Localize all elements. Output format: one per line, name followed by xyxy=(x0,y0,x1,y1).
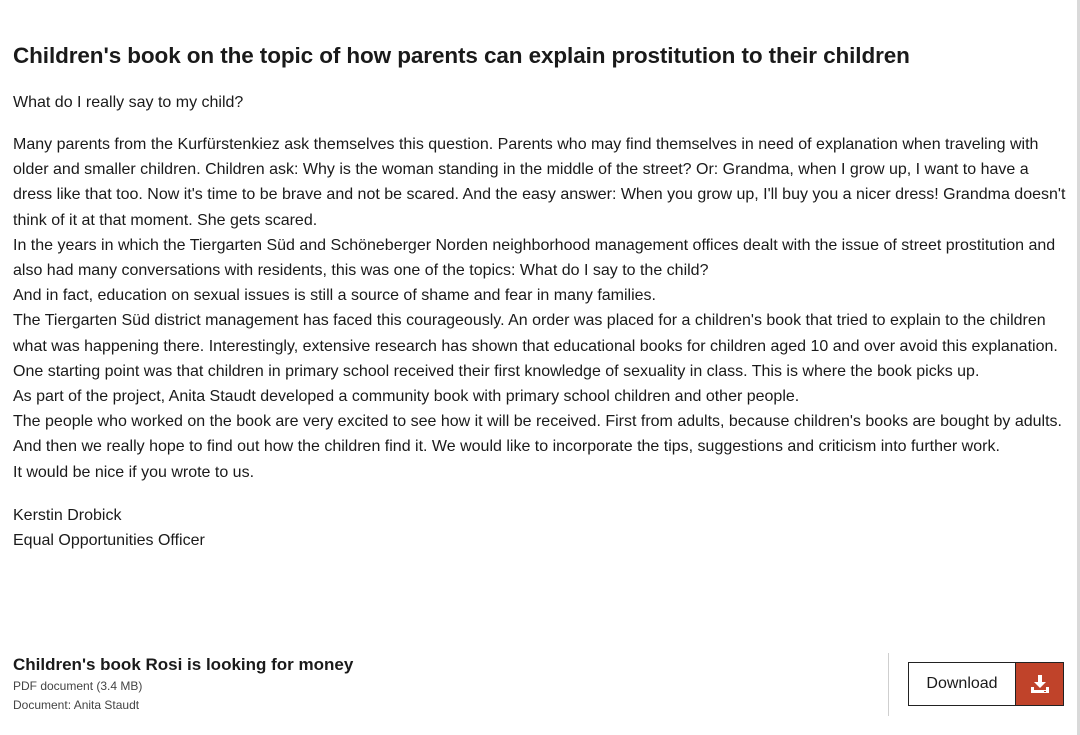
paragraph: Many parents from the Kurfürstenkiez ask themselves this question. Parents who may find themselves in need of explanation when traveling with older and smaller children. Children ask: Why is the woman standing in the middle of the street? Or: Grandma, when I grow up, I want to have a dress like that too. Now it's time to be brave and not be scared. And the easy answer: When you grow up, I'll buy you a nicer dress! Grandma doesn't think of it at that moment. She gets scared. xyxy=(13,136,1066,229)
intro-question: What do I really say to my child? xyxy=(13,94,244,111)
divider xyxy=(888,653,889,716)
download-button[interactable] xyxy=(908,662,1064,706)
download-box xyxy=(13,653,1065,716)
paragraph: As part of the project, Anita Staudt developed a community book with primary school children and other people. xyxy=(13,388,800,406)
document-author: Document: Anita Staudt xyxy=(13,698,140,712)
paragraph: The people who worked on the book are very excited to see how it will be received. First from adults, because children's books are bought by adults. And then we really hope to find out how the children find it. We would like to incorporate the tips, suggestions and criticism into further work. xyxy=(13,413,1062,456)
paragraph: The Tiergarten Süd district management has faced this courageously. An order was placed for a children's book that tried to explain to the children what was happening there. Interestingly, extensive research has shown that educational books for children aged 10 and over avoid this explanation. xyxy=(13,312,1058,355)
paragraph: It would be nice if you wrote to us. xyxy=(13,463,255,481)
signature xyxy=(13,503,1068,553)
article xyxy=(13,40,1068,553)
document-title: Children's book Rosi is looking for money xyxy=(13,655,354,674)
document-info xyxy=(13,653,353,715)
page-title: Children's book on the topic of how parents can explain prostitution to their children xyxy=(13,43,910,68)
article-body xyxy=(13,132,1068,485)
signature-name: Kerstin Drobick xyxy=(13,506,122,524)
paragraph: In the years in which the Tiergarten Süd and Schöneberger Norden neighborhood management offices dealt with the issue of street prostitution and also had many conversations with residents, this was one of the topics: What do I say to the child? xyxy=(13,236,1056,280)
paragraph: One starting point was that children in primary school received their first knowledge of sexuality in class. This is where the book picks up. xyxy=(13,362,980,380)
download-icon xyxy=(1016,663,1063,705)
document-file-info: PDF document (3.4 MB) xyxy=(13,679,143,693)
download-button-label: Download xyxy=(909,663,1016,705)
signature-role: Equal Opportunities Officer xyxy=(13,531,205,549)
paragraph: And in fact, education on sexual issues is still a source of shame and fear in many families. xyxy=(13,287,656,305)
